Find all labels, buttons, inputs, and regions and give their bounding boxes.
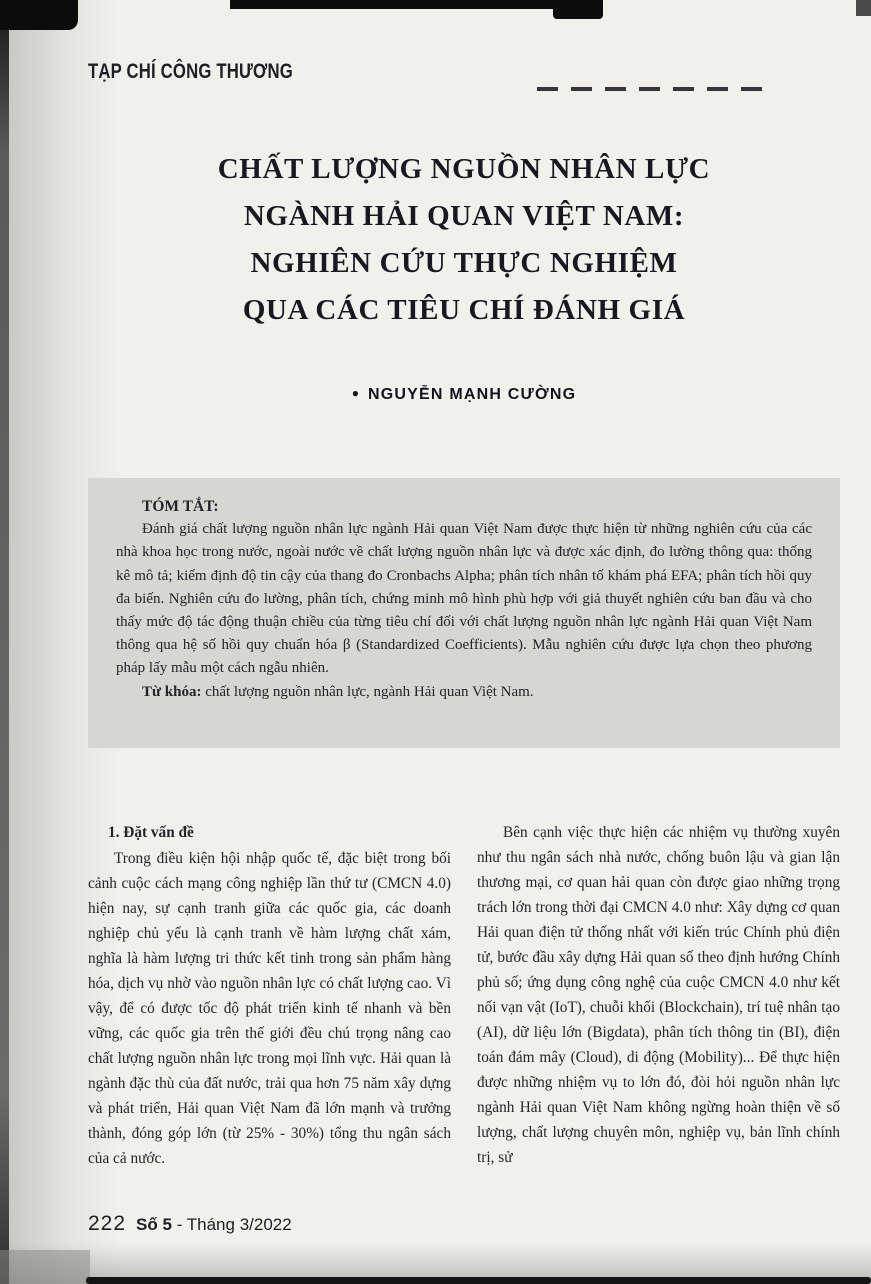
scan-artifact-top-left: [0, 0, 78, 30]
right-column-text: Bên cạnh việc thực hiện các nhiệm vụ thường xuyên như thu ngân sách nhà nước, chống buôn lậu và gian lận thương mại, cơ quan hải quan còn được giao những trọng trách lớn trong thời đại CMCN 4.0 như: Xây dựng cơ quan Hải quan điện tử thống nhất với kiến trúc Chính phủ điện tử, bước đầu xây dựng Hải quan số theo định hướng Chính phủ số; ứng dụng công nghệ của cuộc CMCN 4.0 như kết nối vạn vật (IoT), chuỗi khối (Blockchain), trí tuệ nhân tạo (AI), dữ liệu lớn (Bigdata), phân tích thông tin (BI), điện toán đám mây (Cloud), di động (Mobility)... Để thực hiện được những nhiệm vụ to lớn đó, đòi hỏi nguồn nhân lực ngành Hải quan Việt Nam không ngừng hoàn thiện về số lượng, chất lượng chuyên môn, nghiệp vụ, bản lĩnh chính trị, sử: [477, 824, 840, 1166]
scan-artifact-bottom-line: [86, 1277, 871, 1284]
issue-date: - Tháng 3/2022: [176, 1215, 292, 1234]
page-title: [88, 146, 840, 334]
abstract-box: [88, 478, 840, 748]
abstract-keywords: [116, 681, 812, 704]
journal-header: TẠP CHÍ CÔNG THƯƠNG: [88, 60, 293, 84]
scan-artifact-top-blob: [553, 0, 603, 19]
author-name: NGUYỄN MẠNH CƯỜNG: [368, 386, 577, 403]
scan-artifact-bottom-left: [0, 1250, 90, 1284]
body-columns: [88, 820, 840, 1171]
left-column: [88, 820, 451, 1171]
keywords-text: chất lượng nguồn nhân lực, ngành Hải quan Việt Nam.: [205, 683, 534, 700]
keywords-label: Từ khóa:: [142, 683, 202, 700]
scan-artifact-left-edge: [0, 0, 9, 1284]
page-footer: [88, 1212, 292, 1236]
issue-label: Số 5: [136, 1215, 172, 1234]
author-bullet-icon: ●: [351, 386, 360, 400]
abstract-body: Đánh giá chất lượng nguồn nhân lực ngành Hải quan Việt Nam được thực hiện từ những nghiên cứu của các nhà khoa học trong nước, ngoài nước về chất lượng nguồn nhân lực và được xác định, đo lường thông qua: thống kê mô tả; kiểm định độ tin cậy của thang đo Cronbachs Alpha; phân tích nhân tố khám phá EFA; phân tích hồi quy đa biến. Nghiên cứu đo lường, phân tích, chứng minh mô hình phù hợp với giả thuyết nghiên cứu ban đầu và cho thấy mức độ tác động thuận chiều của từng tiêu chí đối với chất lượng nguồn nhân lực ngành Hải quan Việt Nam thông qua hệ số hồi quy chuẩn hóa β (Standardized Coefficients). Mẫu nghiên cứu được lựa chọn theo phương pháp lấy mẫu một cách ngẫu nhiên.: [116, 521, 812, 677]
section-heading: 1. Đặt vấn đề: [108, 824, 194, 841]
scan-artifact-top-right: [856, 0, 871, 16]
author-line: [88, 386, 840, 404]
scan-artifact-top-bar: [230, 0, 602, 9]
right-column: [477, 820, 840, 1171]
page-number: 222: [88, 1212, 127, 1235]
header-rule-dashes: [537, 87, 770, 91]
title-line: CHẤT LƯỢNG NGUỒN NHÂN LỰC: [217, 153, 711, 185]
left-column-text: Trong điều kiện hội nhập quốc tế, đặc biệt trong bối cảnh cuộc cách mạng công nghiệp lần thứ tư (CMCN 4.0) hiện nay, sự cạnh tranh giữa các quốc gia, các doanh nghiệp chủ yếu là cạnh tranh về hàm lượng chất xám, nghĩa là hàm lượng tri thức kết tinh trong sản phẩm hàng hóa, dịch vụ nhờ vào nguồn nhân lực có chất lượng cao. Vì vậy, để có được tốc độ phát triển kinh tế nhanh và bền vững, các quốc gia trên thế giới đều chú trọng nâng cao chất lượng nguồn nhân lực trong mọi lĩnh vực. Hải quan là ngành đặc thù của đất nước, trải qua hơn 75 năm xây dựng và phát triển, Hải quan Việt Nam đã lớn mạnh và trưởng thành, đóng góp lớn (từ 25% - 30%) tổng thu ngân sách của cả nước.: [88, 850, 451, 1167]
abstract-heading: TÓM TẮT:: [142, 498, 219, 515]
title-line: NGÀNH HẢI QUAN VIỆT NAM:: [243, 200, 685, 232]
title-line: QUA CÁC TIÊU CHÍ ĐÁNH GIÁ: [242, 294, 686, 326]
title-line: NGHIÊN CỨU THỰC NGHIỆM: [250, 247, 678, 279]
